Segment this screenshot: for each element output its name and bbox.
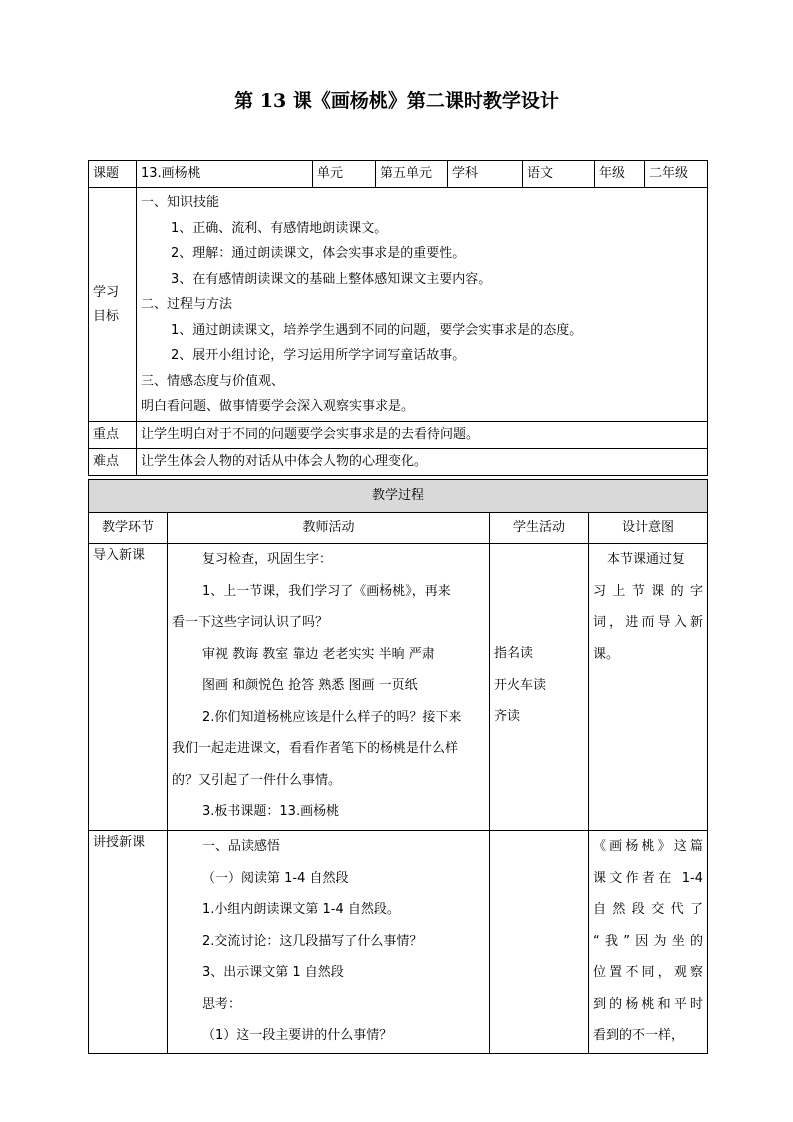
column-header: 教师活动 — [168, 513, 490, 544]
teacher-line: 1、上一节课，我们学习了《画杨桃》，再来 — [202, 583, 451, 599]
column-header: 教学环节 — [89, 513, 168, 544]
student-line: 齐读 — [494, 709, 521, 724]
document-title: 第 13 课《画杨桃》第二课时教学设计 — [234, 90, 559, 112]
student-line: 开火车读 — [494, 677, 547, 693]
teacher-line: 图画 和颜悦色 抢答 熟悉 图画 一页纸 — [202, 678, 418, 693]
key-point-row — [89, 422, 708, 449]
column-header: 设计意图 — [589, 513, 708, 544]
goal-line: 一、知识技能 — [141, 195, 220, 210]
design-line: 自然段交代了 — [593, 902, 704, 917]
info-table — [88, 160, 708, 476]
teacher-line: 我们一起走进课文，看看作者笔下的杨桃是什么样 — [172, 741, 459, 756]
goal-line: 二、过程与方法 — [141, 297, 233, 312]
design-line: 词，进而导入新 — [593, 615, 704, 630]
teacher-line: （1）这一段主要讲的什么事情？ — [202, 1028, 393, 1043]
student-activity — [490, 544, 589, 831]
goal-line: 2、展开小组讨论，学习运用所学字词写童话故事。 — [171, 348, 466, 363]
goal-line: 三、情感态度与价值观、 — [141, 373, 285, 389]
teacher-line: 审视 教诲 教室 靠边 老老实实 半晌 严肃 — [202, 646, 435, 662]
subject-value: 语文 — [523, 161, 595, 188]
stage-name: 讲授新课 — [89, 831, 168, 1054]
column-header: 学生活动 — [490, 513, 589, 544]
goal-line: 2、理解：通过朗读课文，体会实事求是的重要性。 — [171, 246, 466, 261]
teacher-line: 复习检查，巩固生字： — [202, 552, 333, 567]
stage-row-teaching — [89, 831, 708, 1054]
process-header: 教学过程 — [89, 480, 708, 513]
topic-value: 13.画杨桃 — [137, 161, 313, 188]
goal-line: 3、在有感情朗读课文的基础上整体感知课文主要内容。 — [171, 271, 492, 287]
difficulty-text: 让学生体会人物的对话从中体会人物的心理变化。 — [137, 449, 708, 476]
topic-label: 课题 — [89, 161, 137, 188]
design-line: 位置不同，观察 — [593, 965, 704, 980]
difficulty-row — [89, 449, 708, 476]
design-intent — [589, 544, 708, 831]
teacher-line: 一、品读感悟 — [202, 839, 281, 854]
design-line: 课。 — [593, 646, 620, 662]
design-line: 课文作者在 1-4 — [593, 870, 704, 886]
goals-content — [137, 188, 708, 422]
teacher-activity — [168, 831, 490, 1054]
unit-label: 单元 — [313, 161, 376, 188]
unit-value: 第五单元 — [376, 161, 448, 188]
teacher-activity — [168, 544, 490, 831]
stage-name: 导入新课 — [89, 544, 168, 831]
stage-row-intro — [89, 544, 708, 831]
teacher-line: 2.交流讨论：这几段描写了什么事情？ — [202, 933, 423, 949]
goal-line: 明白看问题、做事情要学会深入观察实事求是。 — [141, 399, 415, 414]
grade-label: 年级 — [595, 161, 645, 188]
grade-value: 二年级 — [645, 161, 708, 188]
subject-label: 学科 — [448, 161, 523, 188]
teacher-line: 的？又引起了一件什么事情。 — [172, 772, 342, 788]
design-line: 看到的不一样， — [593, 1028, 685, 1043]
info-row — [89, 161, 708, 188]
teacher-line: 3、出示课文第 1 自然段 — [202, 965, 344, 980]
key-point-text: 让学生明白对于不同的问题要学会实事求是的去看待问题。 — [137, 422, 708, 449]
design-line: 习上节课的字 — [593, 583, 704, 599]
goals-row — [89, 188, 708, 422]
goals-label — [89, 188, 137, 422]
teacher-line: 3.板书课题：13.画杨桃 — [202, 804, 340, 819]
process-table — [88, 479, 708, 1054]
student-line: 指名读 — [494, 646, 534, 661]
teacher-line: 1.小组内朗读课文第 1-4 自然段。 — [202, 902, 400, 917]
teacher-line: 看一下这些字词认识了吗？ — [172, 615, 329, 630]
teacher-line: 2.你们知道杨桃应该是什么样子的吗？接下来 — [202, 709, 462, 725]
key-point-label: 重点 — [89, 422, 137, 449]
design-line: 到的杨桃和平时 — [593, 996, 704, 1012]
design-intent — [589, 831, 708, 1054]
teacher-line: （一）阅读第 1-4 自然段 — [202, 870, 349, 886]
goal-line: 1、通过朗读课文，培养学生遇到不同的问题，要学会实事求是的态度。 — [171, 322, 583, 338]
design-line: 本节课通过复 — [607, 552, 686, 567]
difficulty-label: 难点 — [89, 449, 137, 476]
goals-label-text: 学习目标 — [93, 284, 120, 324]
column-header-row — [89, 513, 708, 544]
teacher-line: 思考： — [202, 996, 242, 1012]
student-activity — [490, 831, 589, 1054]
design-line: 《画杨桃》这篇 — [593, 839, 704, 854]
goal-line: 1、正确、流利、有感情地朗读课文。 — [171, 220, 388, 236]
design-line: “我”因为坐的 — [593, 933, 704, 949]
